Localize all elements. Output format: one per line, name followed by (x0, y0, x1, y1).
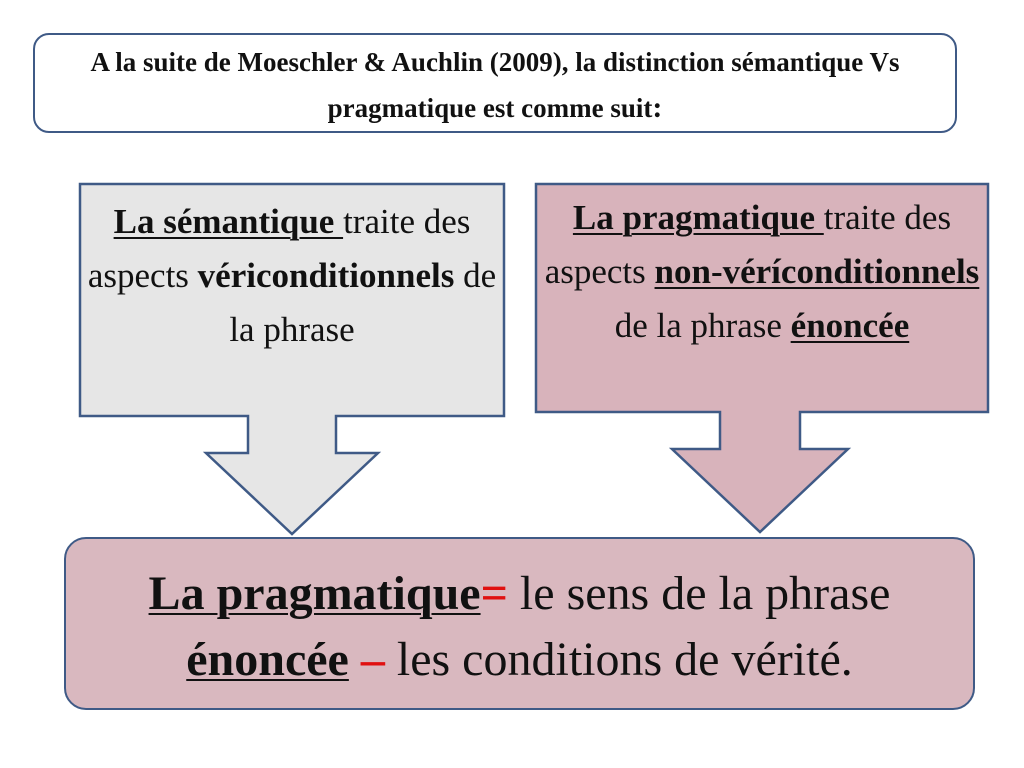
minus-sign: – (348, 633, 385, 686)
pragmatics-key2: énoncée (790, 306, 910, 345)
pragmatics-verb: traite des aspects (544, 198, 952, 291)
equals-sign: = (480, 567, 508, 620)
semantics-term: La sémantique (113, 202, 344, 241)
pragmatics-mid: de la phrase (614, 306, 791, 345)
title-text: A la suite de Moeschler & Auchlin (2009), la distinction sémantique Vs pragmatique est comme suit (90, 47, 900, 123)
semantics-verb: traite des aspects (87, 202, 471, 295)
semantics-rest: de la phrase (229, 256, 497, 349)
title-colon: : (652, 91, 663, 124)
conclusion-text1: le sens de la phrase (507, 567, 891, 620)
pragmatics-term: La pragmatique (572, 198, 824, 237)
semantics-key: vériconditionnels (197, 256, 455, 295)
left-callout-text (83, 195, 501, 357)
conclusion-box (64, 537, 975, 710)
conclusion-term: La pragmatique (148, 567, 481, 620)
pragmatics-key: non-véríconditionnels (654, 252, 980, 291)
conclusion-text2: les conditions de vérité. (384, 633, 853, 686)
conclusion-key: énoncée (186, 633, 349, 686)
right-callout-text (539, 191, 985, 353)
